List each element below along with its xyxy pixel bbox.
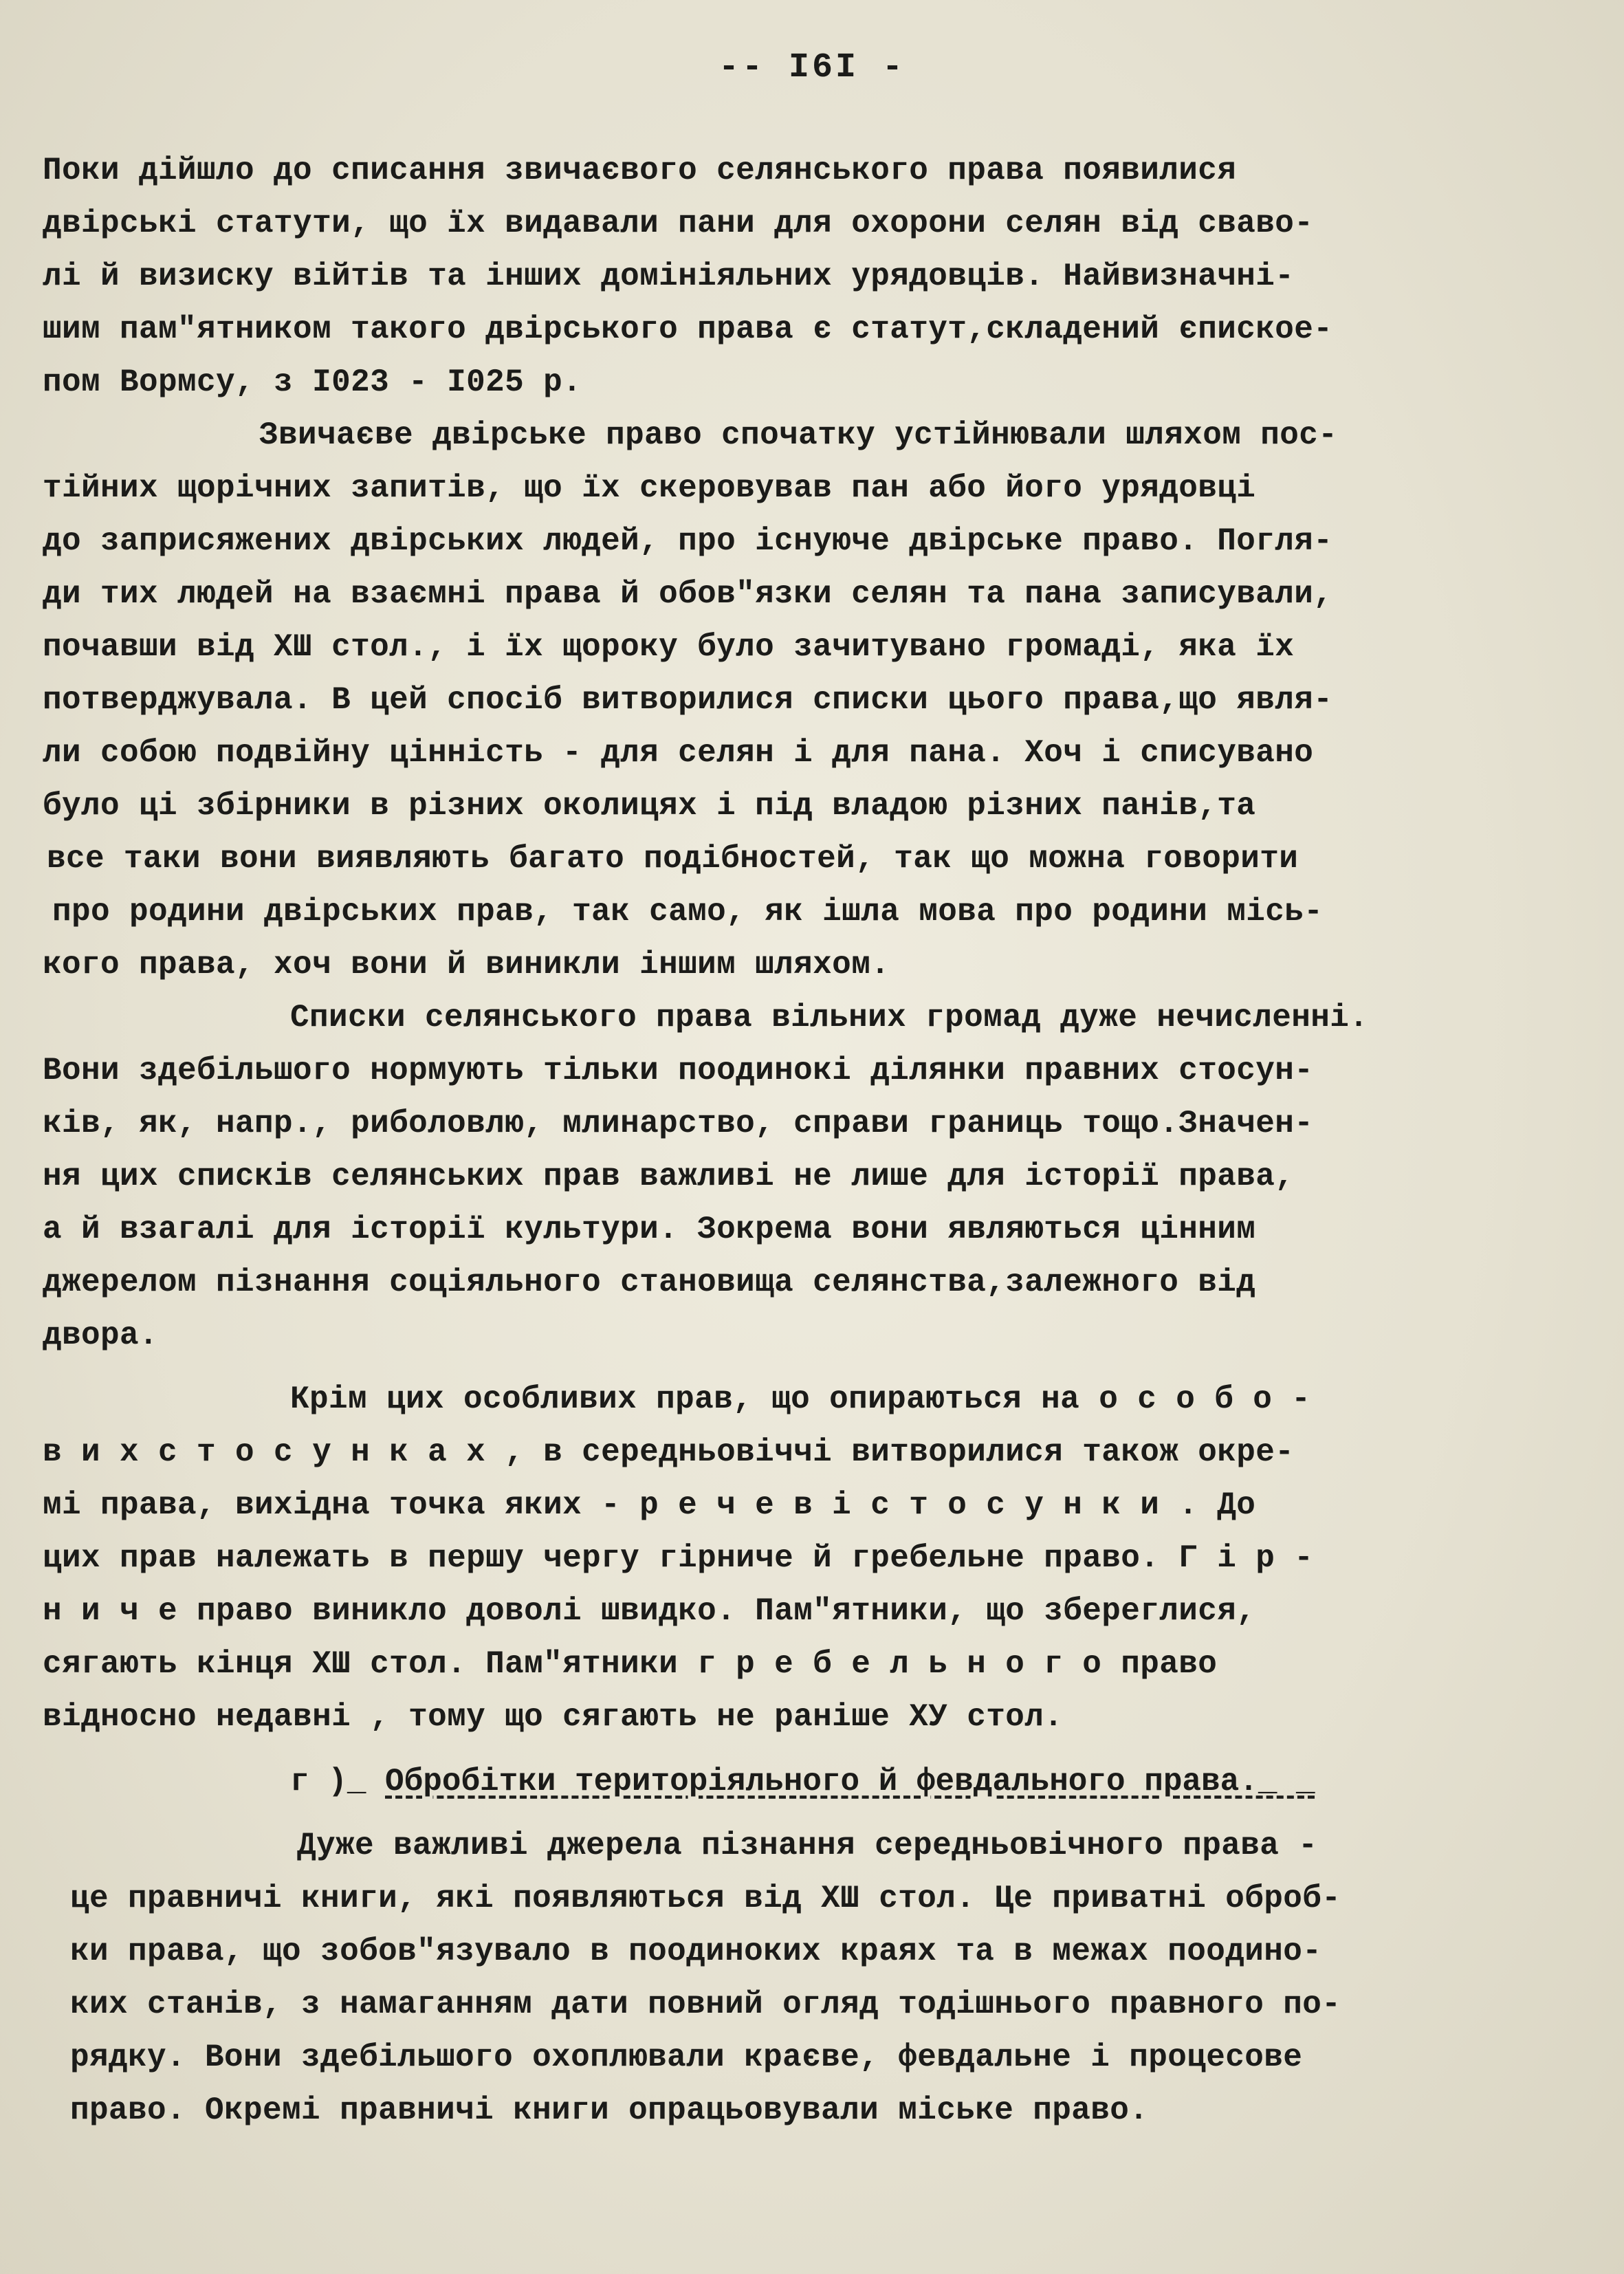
text-line: рядку. Вони здебільшого охоплювали краєве, февдальне і процесове [70,2040,1303,2075]
text-line: кого права, хоч вони й виникли іншим шляхом. [43,947,890,983]
page-number: -- I6I - [718,48,906,87]
text-line: ня цих списків селянських прав важливі не лише для історії права, [43,1159,1295,1194]
text-line: тійних щорічних запитів, що їх скеровував пан або його урядовці [43,470,1256,506]
text-line: двірські статути, що їх видавали пани для охорони селян від сваво- [43,206,1314,241]
section-title: Обробітки територіяльного й февдального права._ _ [385,1764,1315,1800]
text-line: потверджувала. В цей спосіб витворилися списки цього права,що явля- [43,682,1333,718]
text-line: про родини двірських прав, так само, як ішла мова про родини місь- [52,894,1324,930]
text-line: сягають кінця ХШ стол. Пам"ятники г р е б е л ь н о г о право [43,1646,1218,1682]
text-line: в и х с т о с у н к а х , в середньовіччі витворилися також окре- [43,1434,1295,1470]
text-line: мі права, вихідна точка яких - р е ч е в і с т о с у н к и . До [43,1487,1256,1523]
text-line: Списки селянського права вільних громад дуже нечисленні. [290,1000,1369,1036]
text-line: право. Окремі правничі книги опрацьовували міське право. [70,2092,1149,2128]
text-line: ків, як, напр., риболовлю, млинарство, справи границь тощо.Значен- [43,1106,1314,1141]
text-line: до заприсяжених двірських людей, про існуюче двірське право. Погля- [43,523,1333,559]
text-line: почавши від ХШ стол., і їх щороку було зачитувано громаді, яка їх [43,629,1295,665]
text-line: ки права, що зобов"язувало в поодиноких краях та в межах поодино- [70,1934,1322,1969]
text-line: Звичаєве двірське право спочатку устійнювали шляхом пос- [259,417,1338,453]
text-line: цих прав належать в першу чергу гірниче й гребельне право. Г і р - [43,1540,1314,1576]
text-line: Дуже важливі джерела пізнання середньовічного права - [297,1828,1318,1863]
text-line: це правничі книги, які появляються від ХШ стол. Це приватні оброб- [70,1881,1341,1916]
text-line: джерелом пізнання соціяльного становища селянства,залежного від [43,1265,1256,1300]
text-line: пом Вормсу, з I023 - I025 р. [43,364,582,400]
text-line: ких станів, з намаганням дати повний огляд тодішнього правного по- [70,1987,1341,2022]
text-line: все таки вони виявляють багато подібностей, так що можна говорити [47,841,1299,877]
text-line: відносно недавні , тому що сягають не раніше ХУ стол. [43,1699,1064,1735]
text-line: н и ч е право виникло доволі швидко. Пам"ятники, що збереглися, [43,1593,1256,1629]
body-text [43,144,1590,2137]
text-line: двора. [43,1318,159,1353]
text-line: шим пам"ятником такого двірського права є статут,складений єпиское- [43,311,1333,347]
text-line: а й взагалі для історії культури. Зокрема вони являються цінним [43,1212,1256,1247]
text-line: Крім цих особливих прав, що опираються на о с о б о - [290,1381,1311,1417]
text-line: ди тих людей на взаємні права й обов"язки селян та пана записували, [43,576,1333,612]
text-line: лі й визиску війтів та інших домініяльних урядовців. Найвизначні- [43,259,1295,294]
text-line: Вони здебільшого нормують тільки поодинокі ділянки правних стосун- [43,1053,1314,1089]
section-heading [43,1751,1590,1813]
text-line: було ці збірники в різних околицях і під владою різних панів,та [43,788,1256,824]
section-label: г )_ [290,1764,366,1800]
text-line: Поки дійшло до списання звичаєвого селянського права появилися [43,153,1237,188]
text-line: ли собою подвійну цінність - для селян і для пана. Хоч і списувано [43,735,1314,771]
